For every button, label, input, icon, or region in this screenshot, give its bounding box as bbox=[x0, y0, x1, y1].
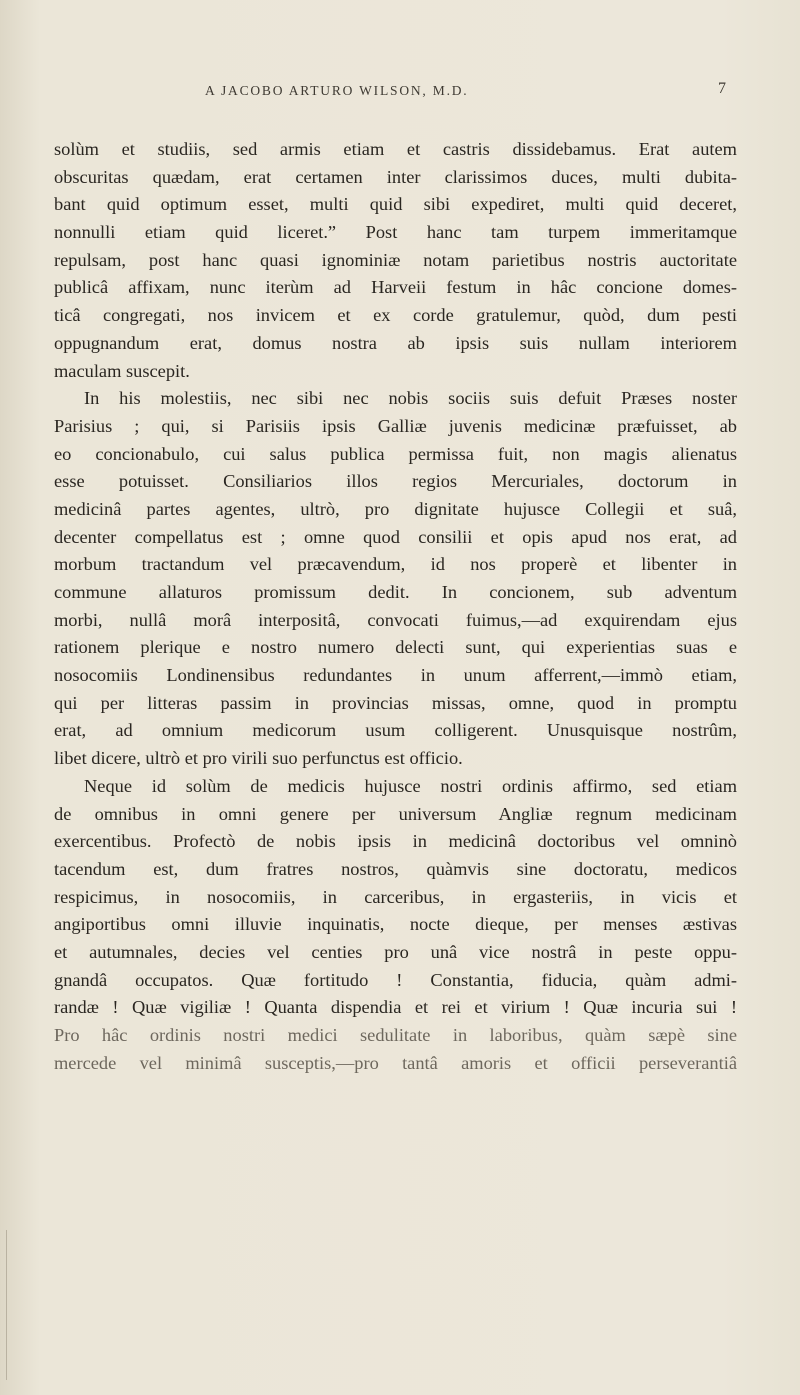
text-line: exercentibus. Profectò de nobis ipsis in medicinâ doctoribus vel omninò bbox=[54, 831, 737, 852]
text-line: morbi, nullâ morâ interpositâ, convocati fuimus,—ad exquirendam ejus bbox=[54, 609, 737, 630]
text-line: decenter compellatus est ; omne quod consilii et opis apud nos erat, ad bbox=[54, 526, 737, 547]
text-line: morbum tractandum vel præcavendum, id nos properè et libenter in bbox=[54, 554, 737, 575]
text-line: angiportibus omni illuvie inquinatis, nocte dieque, per menses æstivas bbox=[54, 914, 737, 935]
text-line: libet dicere, ultrò et pro virili suo perfunctus est officio. bbox=[54, 748, 463, 769]
text-line: oppugnandum erat, domus nostra ab ipsis suis nullam interiorem bbox=[54, 332, 737, 353]
text-line: solùm et studiis, sed armis etiam et castris dissidebamus. Erat autem bbox=[54, 139, 737, 159]
text-line: bant quid optimum esset, multi quid sibi expediret, multi quid deceret, bbox=[54, 194, 737, 215]
text-line: medicinâ partes agentes, ultrò, pro dignitate hujusce Collegii et suâ, bbox=[54, 498, 737, 519]
text-line: esse potuisset. Consiliarios illos regios Mercuriales, doctorum in bbox=[54, 471, 737, 492]
text-line: Pro hâc ordinis nostri medici sedulitate in laboribus, quàm sæpè sine bbox=[54, 1025, 737, 1045]
text-line: erat, ad omnium medicorum usum colligerent. Unusquisque nostrûm, bbox=[54, 720, 737, 741]
text-line: respicimus, in nosocomiis, in carceribus, in ergasteriis, in vicis et bbox=[54, 886, 737, 907]
text-line: publicâ affixam, nunc iterùm ad Harveii festum in hâc concione domes- bbox=[54, 277, 737, 298]
paragraph-start-line: In his molestiis, nec sibi nec nobis sociis suis defuit Præses noster bbox=[84, 388, 737, 409]
text-line: gnandâ occupatos. Quæ fortitudo ! Constantia, fiducia, quàm admi- bbox=[54, 969, 737, 990]
text-line: nosocomiis Londinensibus redundantes in unum afferrent,—immò etiam, bbox=[54, 665, 737, 686]
text-line: tacendum est, dum fratres nostros, quàmvis sine doctoratu, medicos bbox=[54, 858, 737, 879]
text-line: nonnulli etiam quid liceret.” Post hanc tam turpem immeritamque bbox=[54, 222, 737, 243]
text-line: de omnibus in omni genere per universum Angliæ regnum medicinam bbox=[54, 803, 737, 824]
text-line: qui per litteras passim in provincias missas, omne, quod in promptu bbox=[54, 692, 737, 713]
page-number: 7 bbox=[718, 80, 726, 97]
running-head: A JACOBO ARTURO WILSON, M.D. bbox=[205, 83, 469, 98]
text-line: eo concionabulo, cui salus publica permissa fuit, non magis alienatus bbox=[54, 443, 737, 464]
text-line: maculam suscepit. bbox=[54, 360, 190, 381]
text-line: commune allaturos promissum dedit. In concionem, sub adventum bbox=[54, 582, 737, 602]
text-line: ticâ congregati, nos invicem et ex corde gratulemur, quòd, dum pesti bbox=[54, 305, 737, 326]
text-line: mercede vel minimâ susceptis,—pro tantâ amoris et officii perseverantiâ bbox=[54, 1052, 737, 1073]
text-line: repulsam, post hanc quasi ignominiæ notam parietibus nostris auctoritate bbox=[54, 249, 737, 270]
paragraph-start-line: Neque id solùm de medicis hujusce nostri ordinis affirmo, sed etiam bbox=[84, 775, 737, 796]
text-line: rationem plerique e nostro numero delecti sunt, qui experientias suas e bbox=[54, 637, 737, 658]
text-line: Parisius ; qui, si Parisiis ipsis Galliæ juvenis medicinæ præfuisset, ab bbox=[54, 415, 737, 436]
text-line: et autumnales, decies vel centies pro unâ vice nostrâ in peste oppu- bbox=[54, 941, 737, 962]
page-edge-line bbox=[6, 1230, 7, 1380]
text-line: obscuritas quædam, erat certamen inter clarissimos duces, multi dubita- bbox=[54, 166, 737, 187]
body-text bbox=[54, 136, 737, 1077]
text-line: randæ ! Quæ vigiliæ ! Quanta dispendia et rei et virium ! Quæ incuria sui ! bbox=[54, 997, 737, 1018]
